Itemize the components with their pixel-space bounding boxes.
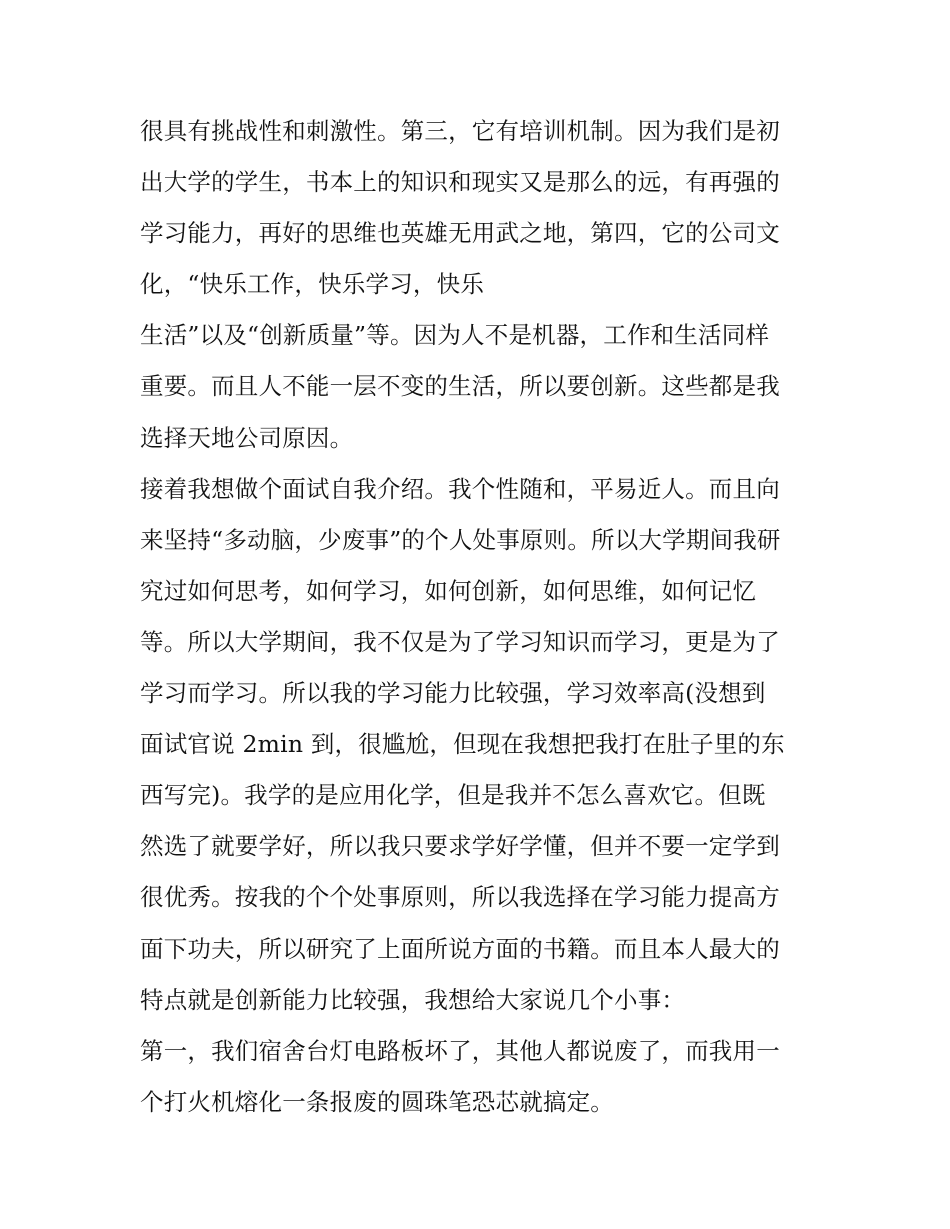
text-line: 西写完)。我学的是应用化学，但是我并不怎么喜欢它。但既 <box>140 781 766 810</box>
document-body <box>140 106 820 1128</box>
text-line: 很优秀。按我的个个处事原则，所以我选择在学习能力提高方 <box>140 883 780 912</box>
text-line: 究过如何思考，如何学习，如何创新，如何思维，如何记忆 <box>140 576 757 605</box>
text-line: 出大学的学生，书本上的知识和现实又是那么的远，有再强的 <box>140 168 780 197</box>
text-line: 特点就是创新能力比较强，我想给大家说几个小事： <box>140 985 686 1014</box>
text-line: 接着我想做个面试自我介绍。我个性随和，平易近人。而且向 <box>140 474 780 503</box>
text-line: 学习能力，再好的思维也英雄无用武之地，第四，它的公司文 <box>140 219 780 248</box>
text-line: 选择天地公司原因。 <box>140 423 354 452</box>
text-line: 学习而学习。所以我的学习能力比较强，学习效率高(没想到 <box>140 679 766 708</box>
text-line: 然选了就要学好，所以我只要求学好学懂，但并不要一定学到 <box>140 832 780 861</box>
text-line: 生活”以及“创新质量”等。因为人不是机器，工作和生活同样 <box>140 321 770 350</box>
text-line: 来坚持“多动脑，少废事”的个人处事原则。所以大学期间我研 <box>140 525 781 554</box>
text-line: 面试官说 2min 到，很尴尬，但现在我想把我打在肚子里的东 <box>140 730 785 759</box>
text-line: 面下功夫，所以研究了上面所说方面的书籍。而且本人最大的 <box>140 934 780 963</box>
text-line: 第一，我们宿舍台灯电路板坏了，其他人都说废了，而我用一 <box>140 1036 780 1065</box>
text-line: 很具有挑战性和刺激性。第三，它有培训机制。因为我们是初 <box>140 117 780 145</box>
text-line: 化，“快乐工作，快乐学习，快乐 <box>140 270 485 299</box>
text-line: 重要。而且人不能一层不变的生活，所以要创新。这些都是我 <box>140 372 780 401</box>
text-line: 个打火机熔化一条报废的圆珠笔恐芯就搞定。 <box>140 1087 614 1116</box>
text-line: 等。所以大学期间，我不仅是为了学习知识而学习，更是为了 <box>140 627 780 656</box>
